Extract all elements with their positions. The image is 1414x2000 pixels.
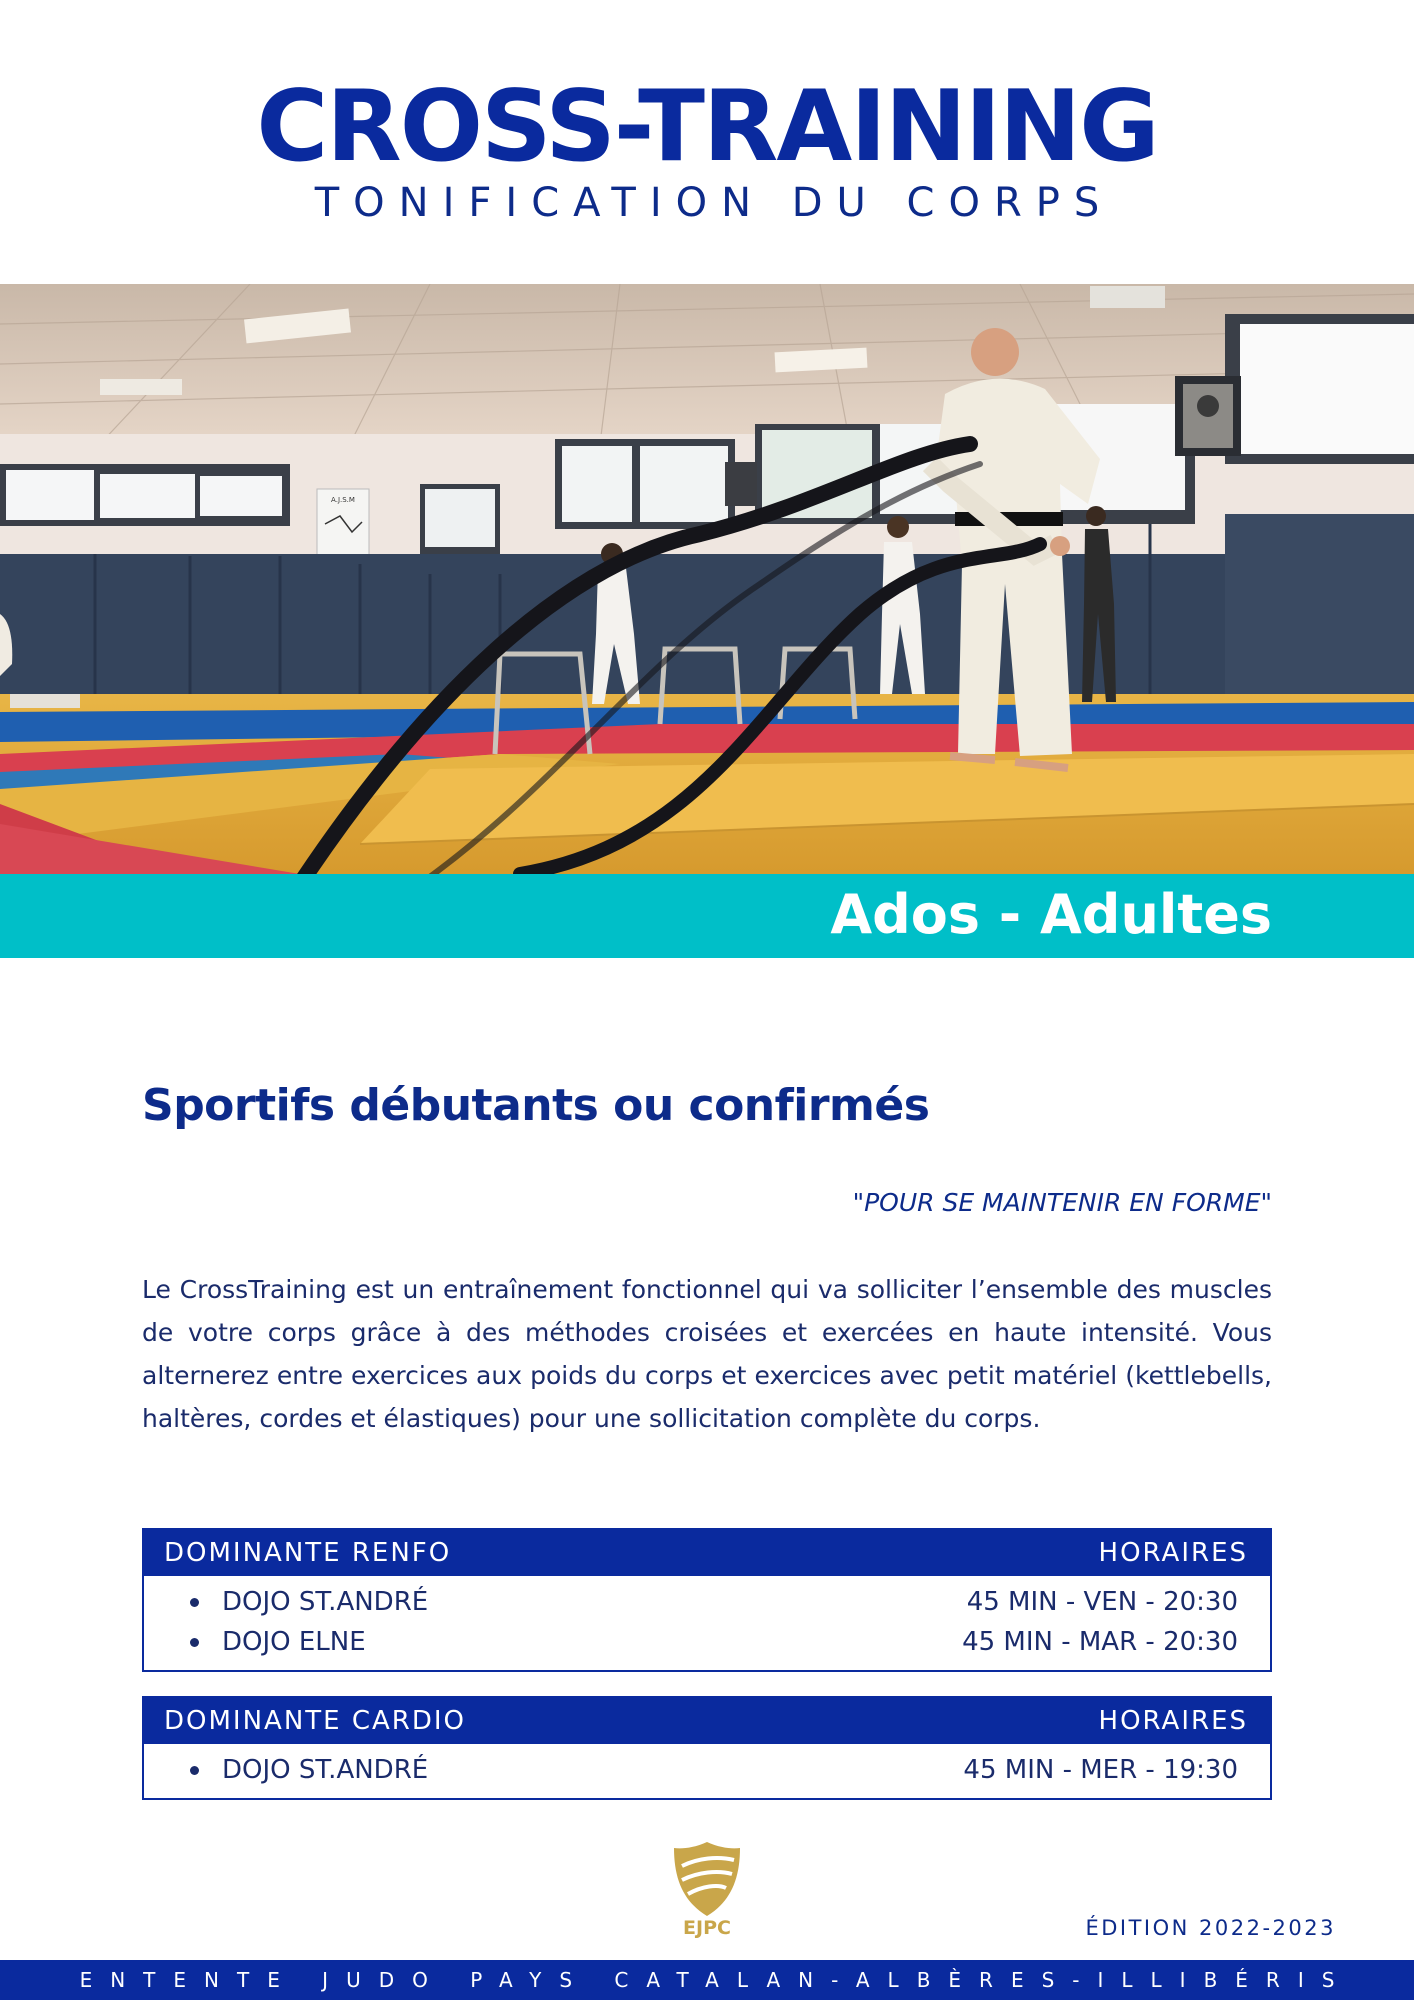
bullet-icon — [190, 1638, 199, 1647]
schedule-box-title: DOMINANTE RENFO — [164, 1538, 452, 1568]
schedule-box-body — [144, 1744, 1270, 1798]
poster-top-text: A.J.S.M — [331, 496, 355, 504]
tagline-quote: "POUR SE MAINTENIR EN FORME" — [852, 1188, 1272, 1217]
schedule-column-label: HORAIRES — [1098, 1706, 1248, 1736]
schedule-box-header — [144, 1698, 1270, 1744]
schedule-time: 45 MIN - MAR - 20:30 — [962, 1627, 1238, 1657]
section-heading: Sportifs débutants ou confirmés — [142, 1080, 930, 1131]
schedule-place: DOJO ST.ANDRÉ — [222, 1587, 429, 1617]
description-paragraph: Le CrossTraining est un entraînement fonctionnel qui va solliciter l’ensemble des muscles de votre corps grâce à des méthodes croisées et exercées en haute intensité. Vous alternerez entre exercices aux poids du corps et exercices avec petit matériel (kettlebells, haltères, cordes et élastiques) pour une sollicitation complète du corps. — [142, 1275, 1272, 1433]
schedule-column-label: HORAIRES — [1098, 1538, 1248, 1568]
organization-name: ENTENTE JUDO PAYS CATALAN-ALBÈRES-ILLIBÉRIS — [79, 1968, 1353, 1992]
schedule-row — [190, 1582, 1238, 1622]
schedule-place: DOJO ELNE — [222, 1627, 366, 1657]
audience-label: Ados - Adultes — [830, 883, 1272, 946]
schedule-box-title: DOMINANTE CARDIO — [164, 1706, 467, 1736]
schedule-row — [190, 1622, 1238, 1662]
dojo-training-photo — [0, 284, 1414, 874]
page-subtitle: TONIFICATION DU CORPS — [314, 180, 1114, 226]
page-title: CROSS-TRAINING — [256, 70, 1158, 184]
schedule-box-header — [144, 1530, 1270, 1576]
edition-label: ÉDITION 2022-2023 — [1085, 1916, 1336, 1940]
schedule-box-renfo — [142, 1528, 1272, 1672]
schedule-place: DOJO ST.ANDRÉ — [222, 1755, 429, 1785]
schedule-time: 45 MIN - MER - 19:30 — [963, 1755, 1238, 1785]
bullet-icon — [190, 1598, 199, 1607]
schedule-time: 45 MIN - VEN - 20:30 — [966, 1587, 1238, 1617]
schedule-box-cardio — [142, 1696, 1272, 1800]
schedule-row — [190, 1750, 1238, 1790]
logo-text: EJPC — [683, 1917, 731, 1939]
schedule-box-body — [144, 1576, 1270, 1670]
bullet-icon — [190, 1766, 199, 1775]
footer-bar — [0, 1960, 1414, 2000]
audience-band — [0, 874, 1414, 958]
